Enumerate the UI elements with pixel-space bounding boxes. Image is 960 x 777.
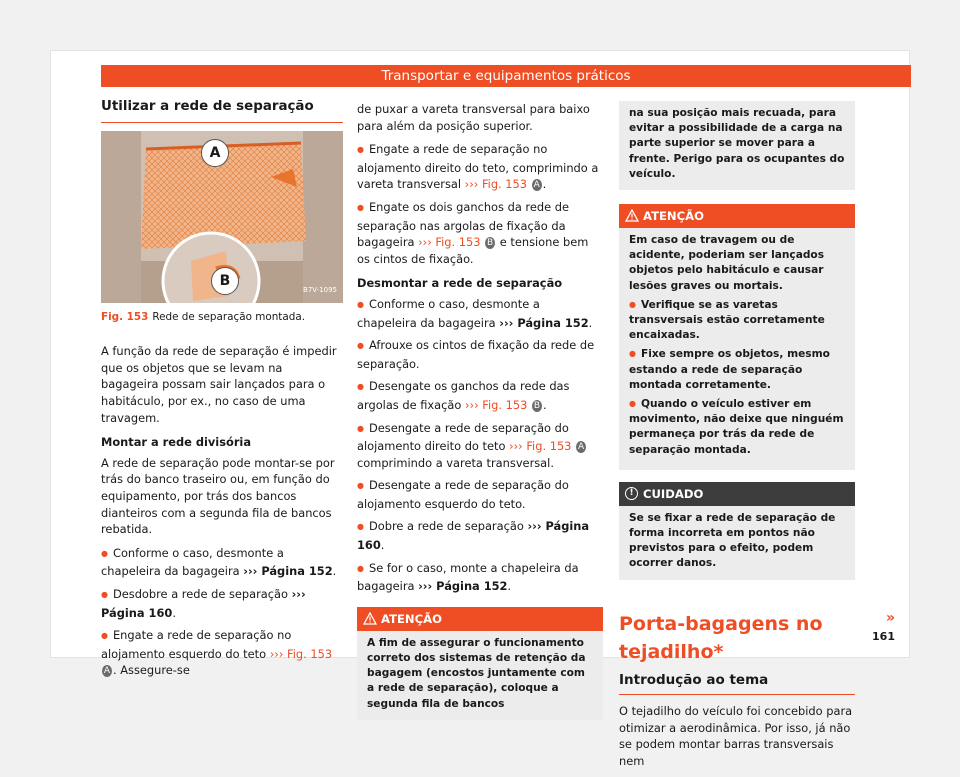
list-item: ● Engate a rede de separação no alojamento esquerdo do teto ››› Fig. 153 A . Assegure-se bbox=[101, 627, 343, 679]
warning-box bbox=[357, 607, 603, 720]
warning-box bbox=[619, 204, 855, 470]
list-item: ● Desengate os ganchos da rede das argolas de fixação ››› Fig. 153 B . bbox=[357, 378, 603, 413]
page-number: 161 bbox=[872, 630, 895, 643]
figure-ref-link[interactable]: ››› Fig. 153 bbox=[418, 235, 481, 250]
callout-b: B bbox=[211, 267, 239, 295]
figure-label: Fig. 153 bbox=[101, 310, 149, 323]
intro-paragraph: A função da rede de separação é impedir que os objetos que se levam na bagageira possam sair lançados para o habitáculo, por ex., no caso de uma travagem. bbox=[101, 344, 337, 425]
callout-a: A bbox=[201, 139, 229, 167]
figure-ref-link[interactable]: ››› Fig. 153 bbox=[464, 397, 528, 412]
mount-paragraph: A rede de separação pode montar-se por trás do banco traseiro ou, em função do equipamento, por trás dos bancos dianteiros com a segunda fila de bancos rebatida. bbox=[101, 455, 335, 537]
warning-body bbox=[619, 228, 855, 470]
subheading-mount: Montar a rede divisória bbox=[101, 435, 252, 450]
figure-caption bbox=[101, 309, 343, 326]
label-badge: A bbox=[533, 180, 540, 191]
list-item: ● Engate a rede de separação no alojamento direito do teto, comprimindo a vareta transversal ››› Fig. 153 A . bbox=[357, 141, 603, 193]
warning-triangle-icon bbox=[363, 612, 377, 625]
list-item: ● Desdobre a rede de separação ››› Página 160. bbox=[101, 586, 343, 621]
subheading-unmount: Desmontar a rede de separação bbox=[357, 276, 563, 291]
list-item: ● Conforme o caso, desmonte a chapeleira da bagageira ››› Página 152. bbox=[101, 545, 343, 580]
info-circle-icon: ! bbox=[625, 487, 638, 500]
label-badge: A bbox=[577, 442, 585, 453]
continue-arrow-icon: » bbox=[885, 610, 895, 626]
figure-ref-link[interactable]: ››› Fig. 153 bbox=[464, 177, 528, 192]
list-item: ● Dobre a rede de separação ››› Página 160. bbox=[357, 518, 603, 553]
column-1 bbox=[101, 99, 343, 685]
label-badge: B bbox=[487, 238, 494, 249]
label-badge: A bbox=[103, 666, 111, 677]
list-item: ● Engate os dois ganchos da rede de separação nas argolas de fixação da bagageira ››› Fig. 153 B e tensione bem os cintos de fixação. bbox=[357, 199, 603, 267]
chapter-title: Porta-bagagens no tejadilho* bbox=[619, 612, 823, 663]
figure-153 bbox=[101, 131, 343, 303]
topic-intro: O tejadilho do veículo foi concebido para otimizar a aerodinâmica. Por isso, já não se podem montar barras transversais nem bbox=[619, 704, 853, 769]
column-2 bbox=[357, 101, 603, 720]
list-item: ● Afrouxe os cintos de fixação da rede de separação. bbox=[357, 337, 603, 372]
continued-text: de puxar a vareta transversal para baixo para além da posição superior. bbox=[357, 102, 590, 133]
warning-triangle-icon bbox=[625, 209, 639, 222]
caution-text: Se se fixar a rede de separação de forma incorreta em pontos não previstos para o efeito, podem ocorrer danos. bbox=[629, 511, 836, 570]
section-title: Utilizar a rede de separação bbox=[101, 99, 343, 123]
warning-text: A fim de assegurar o funcionamento correto dos sistemas de retenção da bagagem (encostos juntamente com a rede de separação), coloque a segunda fila de bancos bbox=[367, 636, 586, 710]
manual-page bbox=[50, 50, 910, 769]
warning-item: ● Fixe sempre os objetos, mesmo estando a rede de separação montada corretamente. bbox=[629, 347, 845, 393]
chapter-header: Transportar e equipamentos práticos bbox=[101, 65, 911, 87]
list-item: ● Desengate a rede de separação do alojamento esquerdo do teto. bbox=[357, 477, 603, 512]
figure-ref-link[interactable]: ››› Fig. 153 bbox=[509, 439, 572, 454]
page-ref-link[interactable]: ››› Página 160 bbox=[101, 586, 306, 620]
figure-code: B7V-1095 bbox=[303, 286, 337, 294]
warning-header: ATENÇÃO bbox=[357, 607, 603, 631]
page-footer bbox=[872, 610, 895, 643]
figure-ref-link[interactable]: ››› Fig. 153 bbox=[269, 646, 333, 661]
column-3 bbox=[619, 101, 855, 777]
caption-text: Rede de separação montada. bbox=[152, 310, 306, 323]
caution-box bbox=[619, 482, 855, 580]
list-item: ● Conforme o caso, desmonte a chapeleira da bagageira ››› Página 152. bbox=[357, 296, 603, 331]
page-ref-link[interactable]: ››› Página 152 bbox=[243, 564, 333, 579]
warning-intro: Em caso de travagem ou de acidente, poderiam ser lançados objetos pelo habitáculo e causar lesões graves ou mortais. bbox=[629, 234, 825, 292]
label-badge: B bbox=[533, 400, 541, 411]
warning-item: ● Verifique se as varetas transversais estão corretamente encaixadas. bbox=[629, 298, 845, 344]
warning-header: ATENÇÃO bbox=[619, 204, 855, 228]
topic-title: Introdução ao tema bbox=[619, 672, 855, 696]
page-ref-link[interactable]: ››› Página 160 bbox=[357, 519, 590, 553]
warning-item: ● Quando o veículo estiver em movimento, não deixe que ninguém permaneça por trás da rede de separação montada. bbox=[629, 397, 845, 458]
list-item: ● Desengate a rede de separação do alojamento direito do teto ››› Fig. 153 A comprimindo a vareta transversal. bbox=[357, 420, 603, 472]
warning-box-continued bbox=[619, 101, 855, 190]
list-item: ● Se for o caso, monte a chapeleira da bagageira ››› Página 152. bbox=[357, 560, 603, 595]
page-ref-link[interactable]: ››› Página 152 bbox=[499, 315, 589, 330]
caution-header: ! CUIDADO bbox=[619, 482, 855, 506]
warning-continued-text: na sua posição mais recuada, para evitar a possibilidade de a carga na parte superior se mover para a frente. Perigo para os ocupantes do veículo. bbox=[629, 107, 845, 180]
page-ref-link[interactable]: ››› Página 152 bbox=[418, 579, 508, 594]
